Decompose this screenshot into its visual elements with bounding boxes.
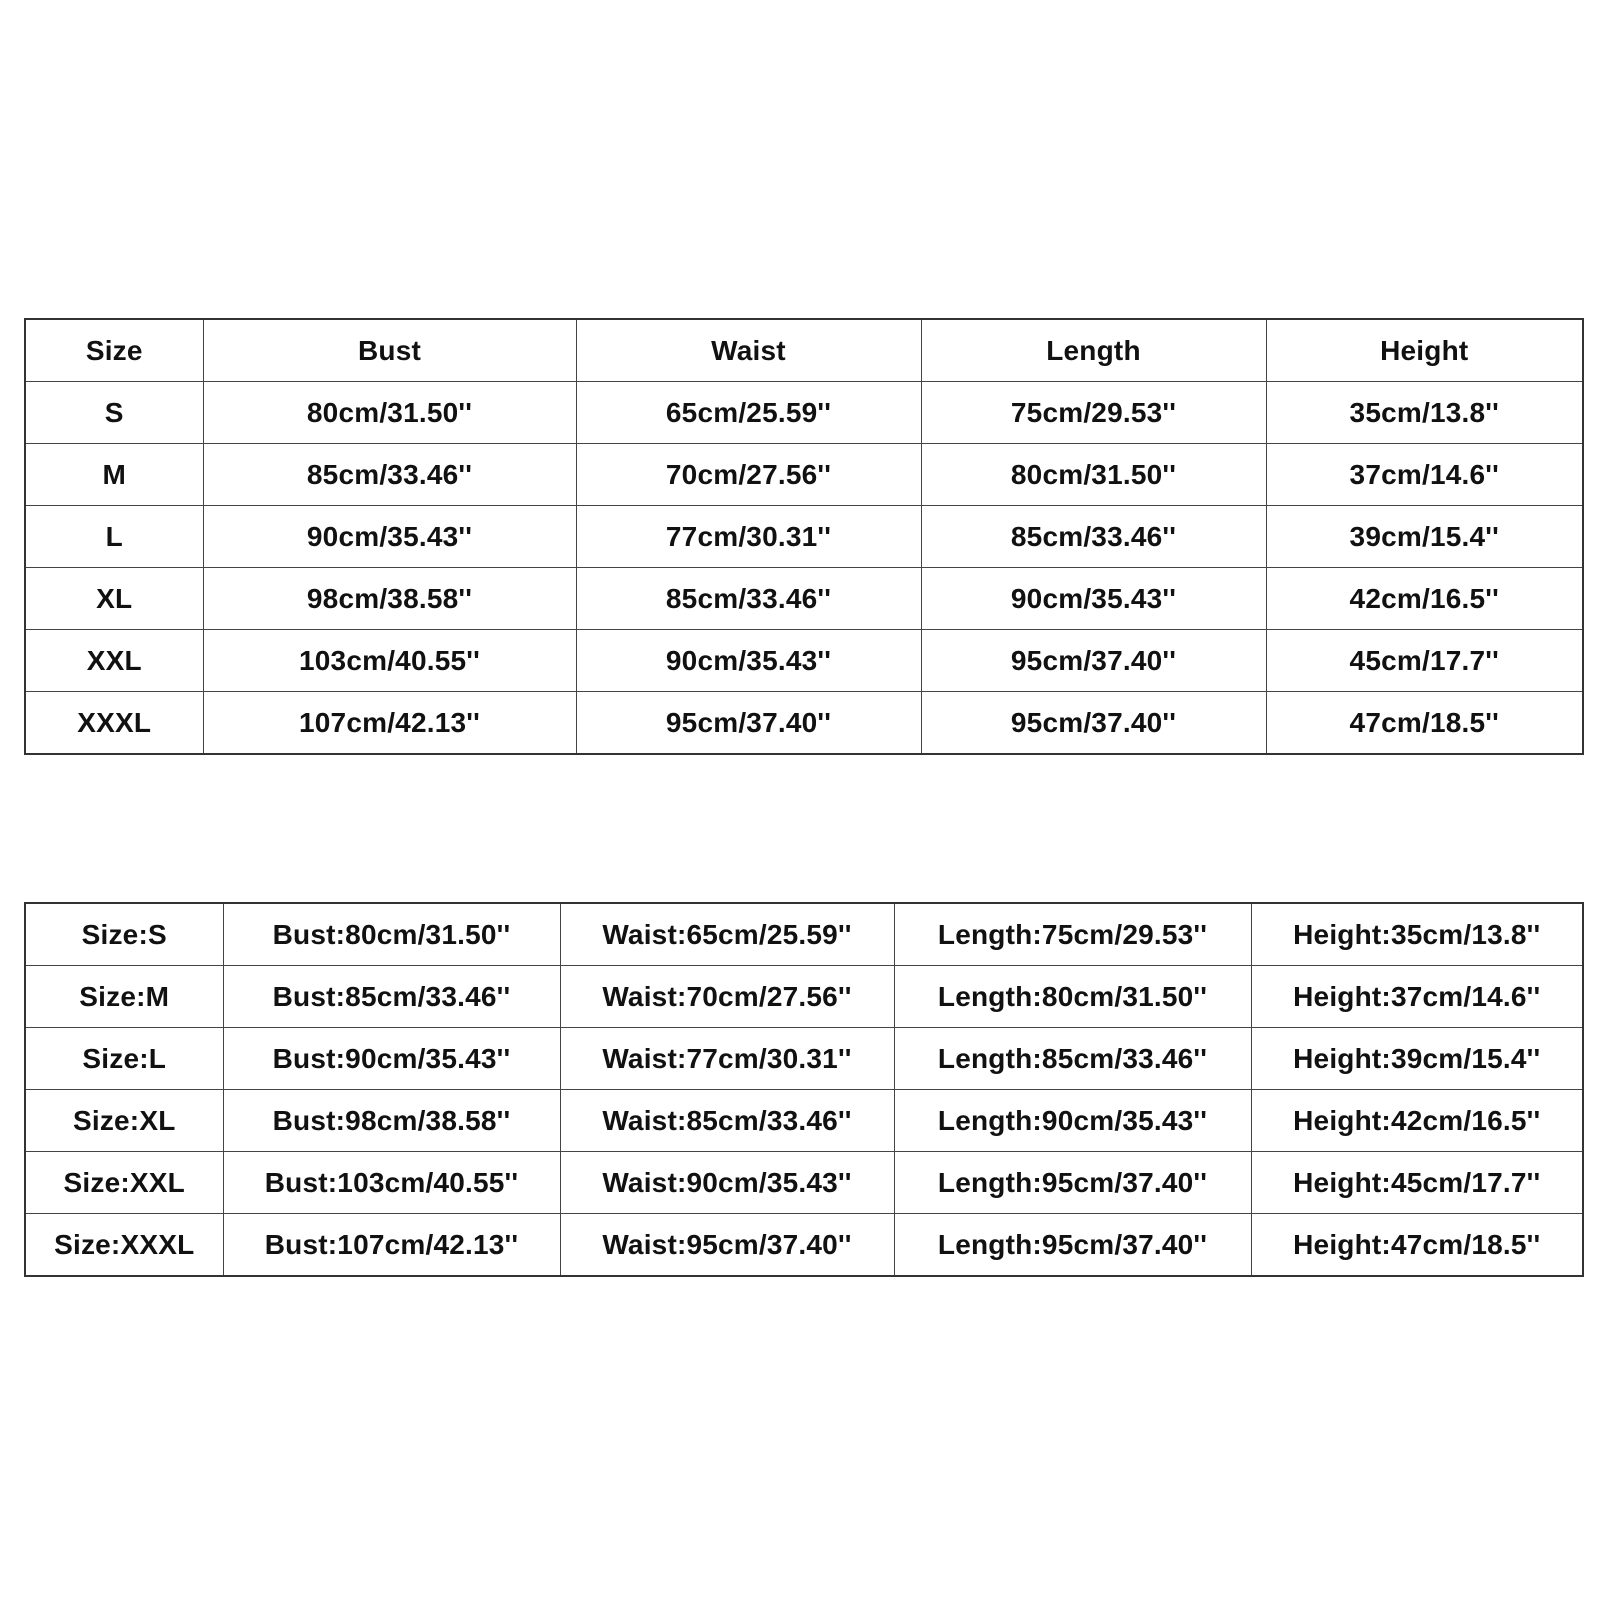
table-row	[25, 966, 1583, 1028]
table-row	[25, 630, 1583, 692]
size-chart-table	[24, 318, 1584, 755]
table-row	[25, 1090, 1583, 1152]
cell-length: Length:90cm/35.43''	[894, 1090, 1251, 1152]
cell-bust: 103cm/40.55''	[203, 630, 576, 692]
table-row	[25, 382, 1583, 444]
cell-length: Length:80cm/31.50''	[894, 966, 1251, 1028]
cell-waist: Waist:65cm/25.59''	[560, 903, 894, 966]
cell-bust: Bust:103cm/40.55''	[223, 1152, 560, 1214]
cell-waist: Waist:85cm/33.46''	[560, 1090, 894, 1152]
cell-height: 47cm/18.5''	[1266, 692, 1583, 755]
cell-length: Length:95cm/37.40''	[894, 1152, 1251, 1214]
cell-waist: 85cm/33.46''	[576, 568, 921, 630]
cell-height: Height:47cm/18.5''	[1251, 1214, 1583, 1277]
cell-waist: Waist:70cm/27.56''	[560, 966, 894, 1028]
cell-height: 37cm/14.6''	[1266, 444, 1583, 506]
cell-waist: 65cm/25.59''	[576, 382, 921, 444]
header-size: Size	[25, 319, 203, 382]
cell-waist: Waist:95cm/37.40''	[560, 1214, 894, 1277]
cell-size: L	[25, 506, 203, 568]
cell-waist: 90cm/35.43''	[576, 630, 921, 692]
cell-size: Size:XXXL	[25, 1214, 223, 1277]
cell-length: Length:85cm/33.46''	[894, 1028, 1251, 1090]
table-header-row	[25, 319, 1583, 382]
cell-size: XXL	[25, 630, 203, 692]
cell-height: Height:45cm/17.7''	[1251, 1152, 1583, 1214]
cell-bust: Bust:90cm/35.43''	[223, 1028, 560, 1090]
size-chart-labeled-table	[24, 902, 1584, 1277]
cell-height: 35cm/13.8''	[1266, 382, 1583, 444]
cell-length: Length:95cm/37.40''	[894, 1214, 1251, 1277]
table-row	[25, 1028, 1583, 1090]
cell-bust: Bust:80cm/31.50''	[223, 903, 560, 966]
cell-height: Height:42cm/16.5''	[1251, 1090, 1583, 1152]
cell-waist: 77cm/30.31''	[576, 506, 921, 568]
table-row	[25, 692, 1583, 755]
cell-waist: 70cm/27.56''	[576, 444, 921, 506]
header-length: Length	[921, 319, 1266, 382]
cell-length: Length:75cm/29.53''	[894, 903, 1251, 966]
cell-length: 85cm/33.46''	[921, 506, 1266, 568]
cell-length: 80cm/31.50''	[921, 444, 1266, 506]
cell-height: 42cm/16.5''	[1266, 568, 1583, 630]
cell-size: Size:M	[25, 966, 223, 1028]
cell-height: 45cm/17.7''	[1266, 630, 1583, 692]
cell-bust: 90cm/35.43''	[203, 506, 576, 568]
cell-height: Height:37cm/14.6''	[1251, 966, 1583, 1028]
header-height: Height	[1266, 319, 1583, 382]
cell-bust: 98cm/38.58''	[203, 568, 576, 630]
cell-bust: Bust:107cm/42.13''	[223, 1214, 560, 1277]
table-row	[25, 1214, 1583, 1277]
cell-bust: 107cm/42.13''	[203, 692, 576, 755]
header-waist: Waist	[576, 319, 921, 382]
cell-bust: Bust:85cm/33.46''	[223, 966, 560, 1028]
cell-bust: Bust:98cm/38.58''	[223, 1090, 560, 1152]
cell-size: S	[25, 382, 203, 444]
table-row	[25, 568, 1583, 630]
cell-bust: 80cm/31.50''	[203, 382, 576, 444]
cell-length: 95cm/37.40''	[921, 630, 1266, 692]
cell-waist: Waist:90cm/35.43''	[560, 1152, 894, 1214]
cell-size: XL	[25, 568, 203, 630]
cell-size: M	[25, 444, 203, 506]
cell-waist: Waist:77cm/30.31''	[560, 1028, 894, 1090]
header-bust: Bust	[203, 319, 576, 382]
table-row	[25, 1152, 1583, 1214]
cell-length: 75cm/29.53''	[921, 382, 1266, 444]
table-row	[25, 444, 1583, 506]
cell-size: XXXL	[25, 692, 203, 755]
cell-height: Height:39cm/15.4''	[1251, 1028, 1583, 1090]
table-row	[25, 903, 1583, 966]
cell-height: 39cm/15.4''	[1266, 506, 1583, 568]
cell-size: Size:S	[25, 903, 223, 966]
cell-waist: 95cm/37.40''	[576, 692, 921, 755]
table-row	[25, 506, 1583, 568]
cell-size: Size:L	[25, 1028, 223, 1090]
cell-size: Size:XL	[25, 1090, 223, 1152]
cell-bust: 85cm/33.46''	[203, 444, 576, 506]
cell-length: 90cm/35.43''	[921, 568, 1266, 630]
cell-height: Height:35cm/13.8''	[1251, 903, 1583, 966]
cell-length: 95cm/37.40''	[921, 692, 1266, 755]
cell-size: Size:XXL	[25, 1152, 223, 1214]
